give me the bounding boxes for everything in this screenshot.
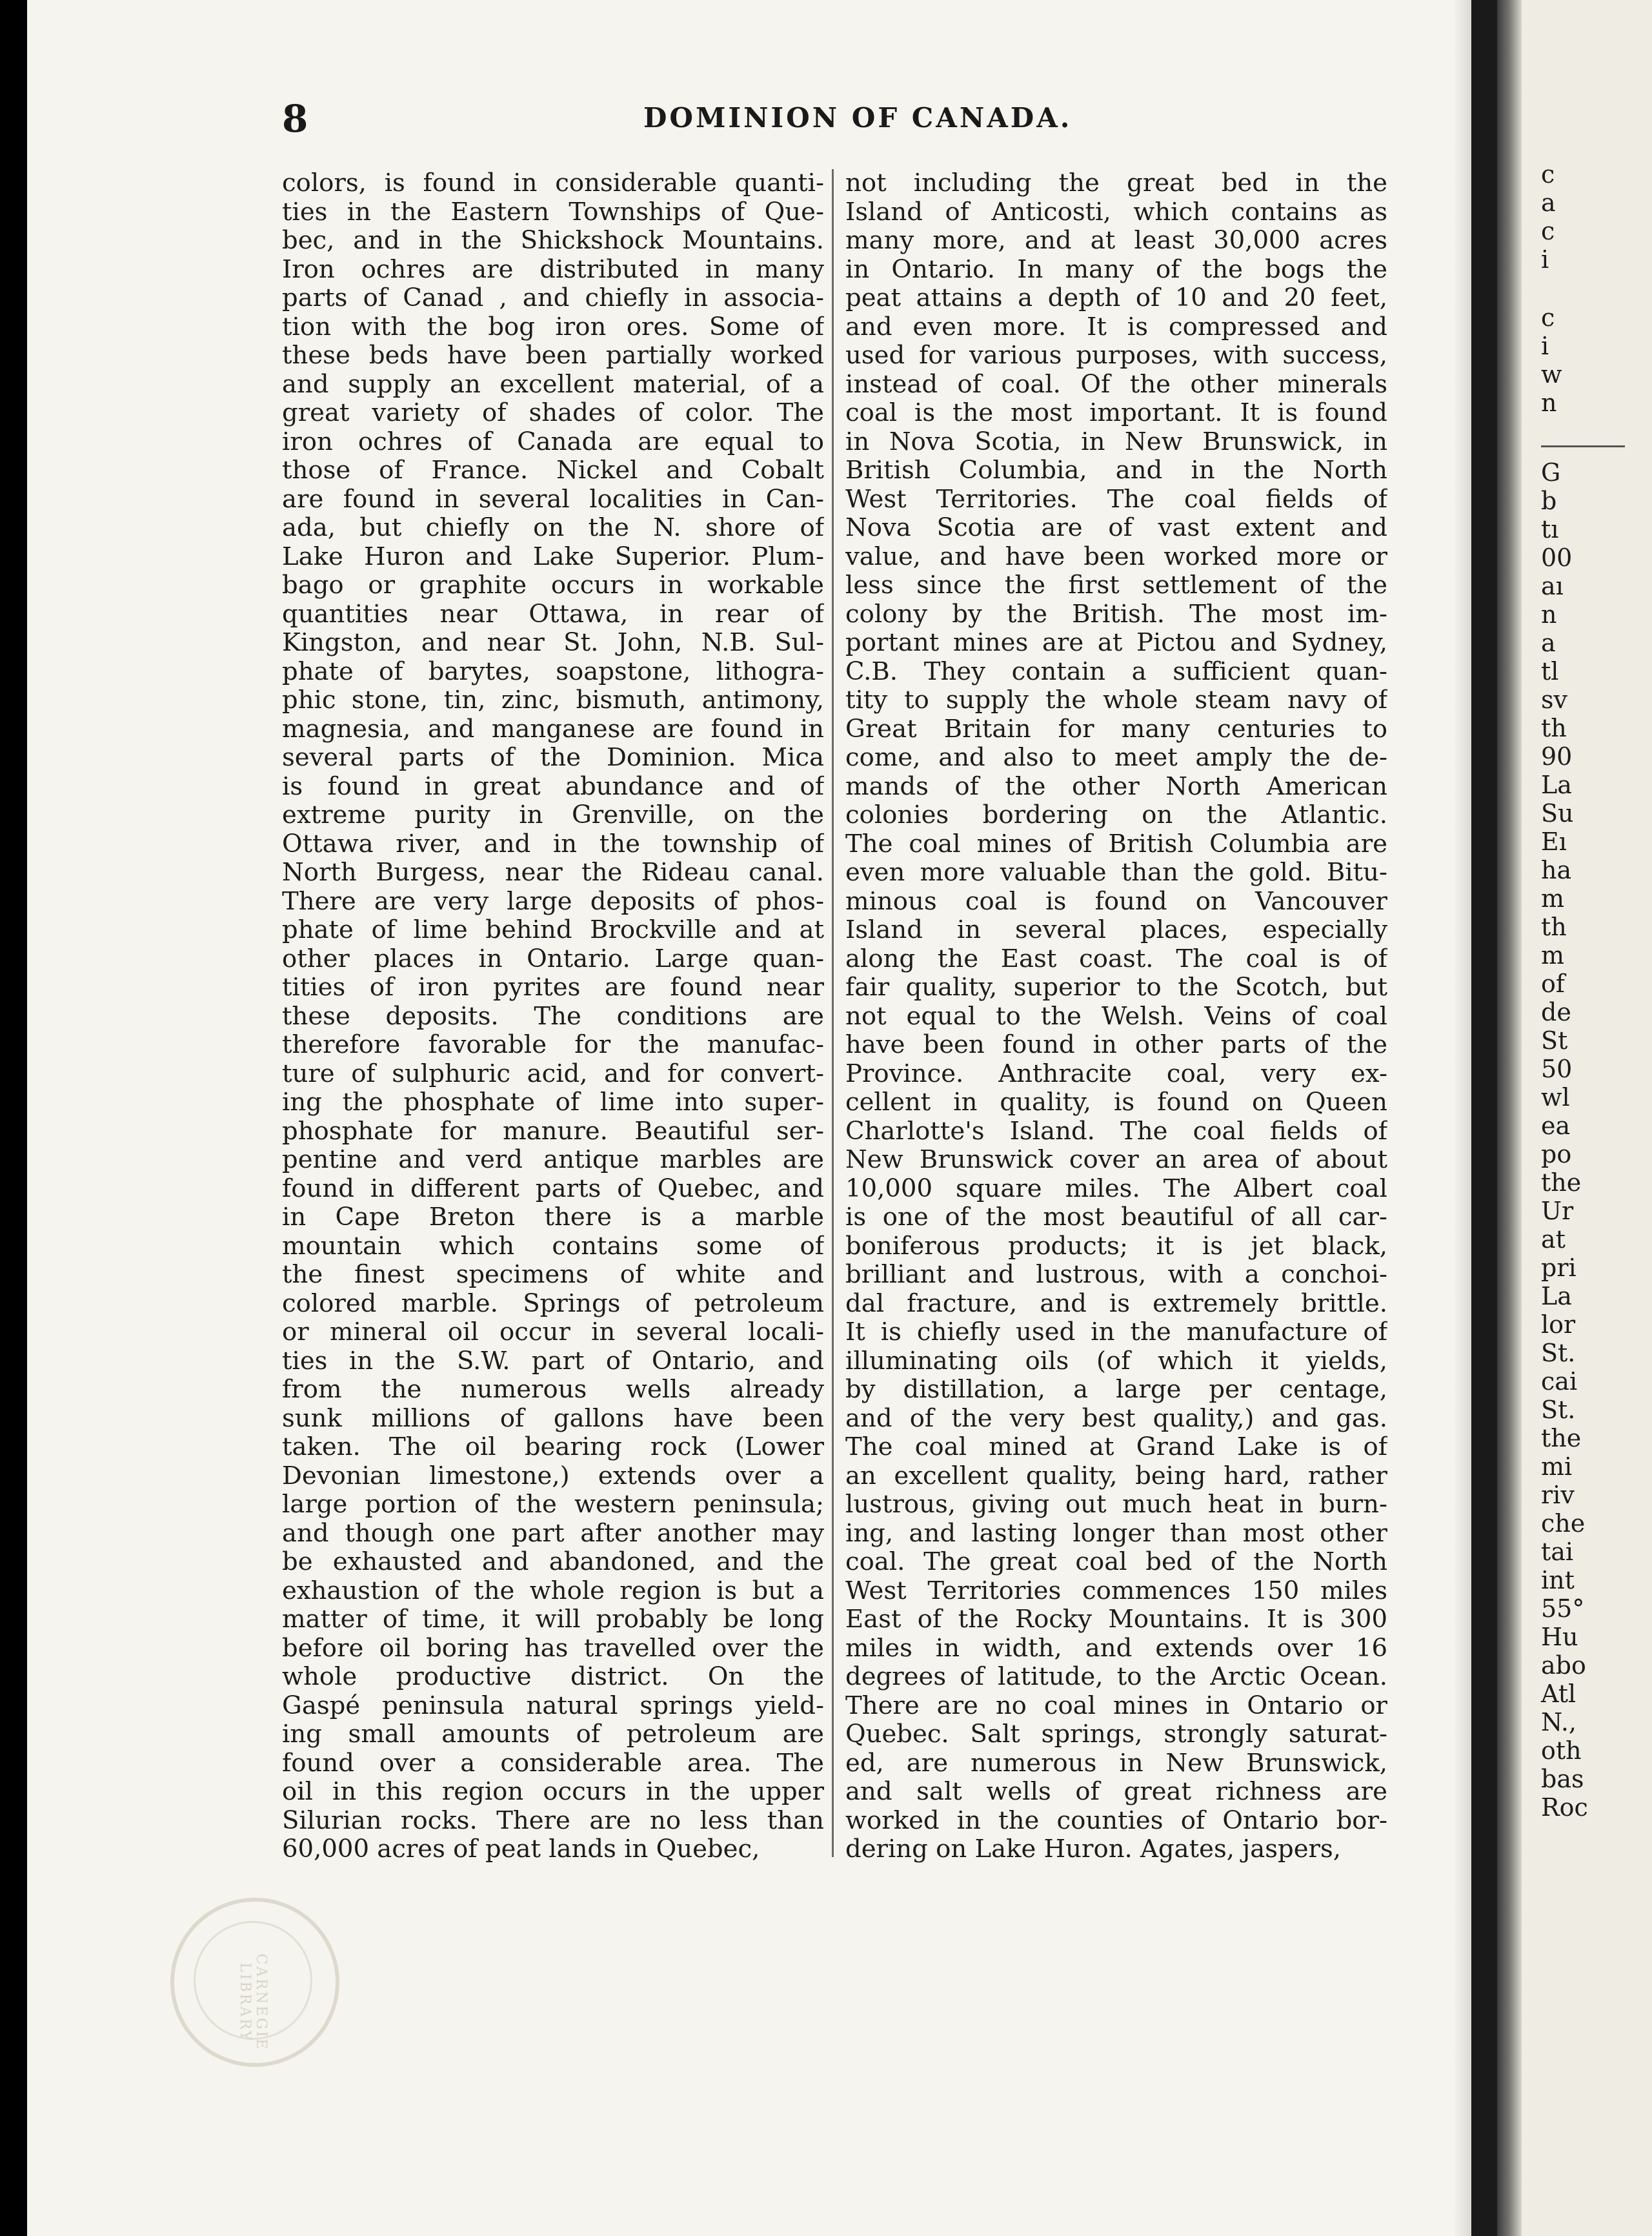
text-line: ties in the Eastern Townships of Que-: [282, 198, 824, 227]
text-line: Ottawa river, and in the township of: [282, 829, 824, 859]
text-line: tity to supply the whole steam navy of: [845, 686, 1387, 715]
text-line: phate of barytes, soapstone, lithogra-: [282, 657, 824, 686]
text-line: East of the Rocky Mountains. It is 300: [845, 1605, 1387, 1634]
text-line: or mineral oil occur in several locali-: [282, 1318, 824, 1347]
running-head: [282, 97, 1495, 148]
text-line: an excellent quality, being hard, rather: [845, 1461, 1387, 1490]
text-line: colors, is found in considerable quanti-: [282, 169, 824, 198]
text-line: Iron ochres are distributed in many: [282, 255, 824, 284]
text-line: North Burgess, near the Rideau canal.: [282, 859, 824, 887]
adjacent-page-text-fragment: pri: [1541, 1254, 1576, 1282]
text-line: C.B. They contain a sufficient quan-: [845, 657, 1387, 686]
adjacent-page-text-fragment: int: [1541, 1566, 1575, 1594]
adjacent-page-text-fragment: a: [1541, 188, 1556, 217]
text-line: from the numerous wells already: [282, 1376, 824, 1404]
adjacent-page-text-fragment: lor: [1541, 1310, 1576, 1339]
adjacent-page-text-fragment: Hu: [1541, 1623, 1578, 1651]
text-line: West Territories commences 150 miles: [845, 1576, 1387, 1605]
text-line: degrees of latitude, to the Arctic Ocean.: [845, 1663, 1387, 1691]
adjacent-page-text-fragment: La: [1541, 1282, 1572, 1310]
text-line: oil in this region occurs in the upper: [282, 1778, 824, 1806]
adjacent-page-text-fragment: mi: [1541, 1452, 1573, 1481]
text-line: Great Britain for many centuries to: [845, 715, 1387, 744]
text-line: before oil boring has travelled over the: [282, 1634, 824, 1663]
column-rule: [832, 169, 834, 1857]
adjacent-page-edge: [1471, 0, 1652, 2236]
text-line: not including the great bed in the: [845, 169, 1387, 198]
text-line: and even more. It is compressed and: [845, 312, 1387, 341]
text-line: cellent in quality, is found on Queen: [845, 1088, 1387, 1117]
text-line: and of the very best quality,) and gas.: [845, 1404, 1387, 1433]
text-line: Devonian limestone,) extends over a: [282, 1461, 824, 1490]
adjacent-page-text-fragment: Roc: [1541, 1793, 1588, 1822]
text-line: magnesia, and manganese are found in: [282, 715, 824, 744]
adjacent-page-text-fragment: St.: [1541, 1396, 1576, 1424]
text-line: are found in several localities in Can-: [282, 485, 824, 514]
text-line: Kingston, and near St. John, N.B. Sul-: [282, 629, 824, 657]
text-line: ties in the S.W. part of Ontario, and: [282, 1347, 824, 1376]
text-line: Island in several places, especially: [845, 916, 1387, 944]
text-line: iron ochres of Canada are equal to: [282, 427, 824, 456]
text-line: is one of the most beautiful of all car-: [845, 1203, 1387, 1232]
adjacent-page-text-fragment: St: [1541, 1026, 1568, 1055]
text-line: value, and have been worked more or: [845, 542, 1387, 571]
page-number: 8: [282, 97, 308, 141]
text-line: Quebec. Salt springs, strongly saturat-: [845, 1720, 1387, 1749]
adjacent-page-text-fragment: bas: [1541, 1765, 1584, 1793]
text-line: sunk millions of gallons have been: [282, 1404, 824, 1433]
adjacent-page-text-fragment: tai: [1541, 1538, 1574, 1566]
text-line: Gaspé peninsula natural springs yield-: [282, 1691, 824, 1720]
text-line: dering on Lake Huron. Agates, jaspers,: [845, 1835, 1342, 1864]
text-line: large portion of the western peninsula;: [282, 1490, 824, 1519]
text-line: ed, are numerous in New Brunswick,: [845, 1749, 1387, 1778]
text-column-left: [282, 169, 824, 1867]
text-line: lustrous, giving out much heat in burn-: [845, 1490, 1387, 1519]
adjacent-page-text-fragment: oth: [1541, 1736, 1582, 1765]
text-line: therefore favorable for the manufac-: [282, 1031, 824, 1059]
adjacent-page-text-fragment: i: [1541, 245, 1549, 274]
text-line: bec, and in the Shickshock Mountains.: [282, 227, 824, 255]
text-line: used for various purposes, with success,: [845, 341, 1387, 370]
text-line: matter of time, it will probably be long: [282, 1605, 824, 1634]
text-line: colony by the British. The most im-: [845, 600, 1387, 629]
text-line: these beds have been partially worked: [282, 341, 824, 370]
text-column-right: [845, 169, 1387, 1867]
text-line: less since the first settlement of the: [845, 571, 1387, 600]
text-line: and supply an excellent material, of a: [282, 370, 824, 399]
text-line: ture of sulphuric acid, and for convert-: [282, 1059, 824, 1088]
adjacent-page-text-fragment: 90: [1541, 742, 1573, 771]
text-line: Lake Huron and Lake Superior. Plum-: [282, 542, 824, 571]
text-line: It is chiefly used in the manufacture of: [845, 1318, 1387, 1347]
text-line: Nova Scotia are of vast extent and: [845, 514, 1387, 542]
text-line: pentine and verd antique marbles are: [282, 1146, 824, 1174]
text-line: other places in Ontario. Large quan-: [282, 944, 824, 973]
text-line: by distillation, a large per centage,: [845, 1376, 1387, 1404]
page: [27, 0, 1471, 2236]
adjacent-page-text-fragment: G: [1541, 458, 1561, 487]
text-line: the finest specimens of white and: [282, 1261, 824, 1289]
running-title: DOMINION OF CANADA.: [643, 102, 1073, 134]
text-line: come, and also to meet amply the de-: [845, 744, 1387, 772]
adjacent-page-fold: [1497, 0, 1522, 2236]
adjacent-page-text-fragment: th: [1541, 913, 1567, 941]
text-line: ing the phosphate of lime into super-: [282, 1088, 824, 1117]
text-line: ing small amounts of petroleum are: [282, 1720, 824, 1749]
text-line: British Columbia, and in the North: [845, 456, 1387, 485]
text-line: is found in great abundance and of: [282, 772, 824, 801]
text-line: not equal to the Welsh. Veins of coal: [845, 1002, 1387, 1031]
text-line: bago or graphite occurs in workable: [282, 571, 824, 600]
adjacent-page-text-fragment: cai: [1541, 1367, 1578, 1396]
text-line: even more valuable than the gold. Bitu-: [845, 859, 1387, 887]
adjacent-page-text-fragment: sv: [1541, 686, 1567, 714]
adjacent-page-text-fragment: tı: [1541, 515, 1559, 544]
text-line: colored marble. Springs of petroleum: [282, 1289, 824, 1318]
text-line: colonies bordering on the Atlantic.: [845, 801, 1387, 829]
text-line: quantities near Ottawa, in rear of: [282, 600, 824, 629]
text-line: 60,000 acres of peat lands in Quebec,: [282, 1835, 760, 1864]
text-line: mands of the other North American: [845, 772, 1387, 801]
adjacent-page-text-fragment: N.,: [1541, 1708, 1576, 1736]
adjacent-page-text-fragment: Atl: [1541, 1680, 1576, 1708]
adjacent-page-text-fragment: de: [1541, 998, 1571, 1026]
adjacent-page-text-fragment: at: [1541, 1225, 1566, 1254]
adjacent-page-rule: [1541, 445, 1625, 447]
text-line: in Cape Breton there is a marble: [282, 1203, 824, 1232]
text-line: parts of Canad , and chiefly in associa-: [282, 284, 824, 312]
text-line: and salt wells of great richness are: [845, 1778, 1387, 1806]
text-line: peat attains a depth of 10 and 20 feet,: [845, 284, 1387, 312]
text-line: 10,000 square miles. The Albert coal: [845, 1174, 1387, 1203]
adjacent-page-text-fragment: Su: [1541, 799, 1574, 828]
adjacent-page-text-fragment: 00: [1541, 544, 1573, 572]
stamp-inner-ring: [194, 1921, 312, 2051]
text-line: The coal mines of British Columbia are: [845, 829, 1387, 859]
adjacent-page-text-fragment: ha: [1541, 856, 1572, 884]
text-line: minous coal is found on Vancouver: [845, 887, 1387, 916]
adjacent-page-text-fragment: riv: [1541, 1481, 1575, 1509]
adjacent-page-text-fragment: n: [1541, 389, 1557, 417]
adjacent-page-text-fragment: n: [1541, 600, 1557, 629]
adjacent-page-text-fragment: w: [1541, 360, 1562, 389]
adjacent-page-text-fragment: La: [1541, 771, 1572, 799]
adjacent-page-text-fragment: the: [1541, 1424, 1582, 1452]
adjacent-page-text-fragment: b: [1541, 487, 1557, 515]
adjacent-page-text-fragment: c: [1541, 217, 1555, 245]
text-line: tities of iron pyrites are found near: [282, 973, 824, 1002]
adjacent-page-text-fragment: the: [1541, 1168, 1582, 1197]
adjacent-page-text-fragment: c: [1541, 160, 1555, 188]
text-line: The coal mined at Grand Lake is of: [845, 1433, 1387, 1461]
adjacent-page-text-fragment: 55°: [1541, 1594, 1585, 1623]
text-line: Province. Anthracite coal, very ex-: [845, 1059, 1387, 1088]
text-line: phosphate for manure. Beautiful ser-: [282, 1117, 824, 1146]
text-line: There are very large deposits of phos-: [282, 887, 824, 916]
stamp-text: CARNEGIE LIBRARY: [237, 1953, 269, 2051]
text-line: boniferous products; it is jet black,: [845, 1232, 1387, 1261]
text-line: taken. The oil bearing rock (Lower: [282, 1433, 824, 1461]
text-line: in Ontario. In many of the bogs the: [845, 255, 1387, 284]
text-line: and though one part after another may: [282, 1519, 824, 1548]
adjacent-page-text-fragment: ea: [1541, 1112, 1571, 1140]
adjacent-page-text-fragment: aı: [1541, 572, 1564, 600]
text-line: ing, and lasting longer than most other: [845, 1519, 1387, 1548]
text-line: in Nova Scotia, in New Brunswick, in: [845, 427, 1387, 456]
text-line: have been found in other parts of the: [845, 1031, 1387, 1059]
adjacent-page-text-fragment: wl: [1541, 1083, 1570, 1112]
adjacent-page-text-fragment: of: [1541, 970, 1565, 998]
adjacent-page-text-fragment: St.: [1541, 1339, 1576, 1367]
adjacent-page-text-fragment: tl: [1541, 657, 1559, 686]
adjacent-page-text-fragment: i: [1541, 332, 1549, 360]
text-line: phate of lime behind Brockville and at: [282, 916, 824, 944]
text-line: these deposits. The conditions are: [282, 1002, 824, 1031]
text-line: illuminating oils (of which it yields,: [845, 1347, 1387, 1376]
text-line: phic stone, tin, zinc, bismuth, antimony,: [282, 686, 824, 715]
text-line: dal fracture, and is extremely brittle.: [845, 1289, 1387, 1318]
text-line: extreme purity in Grenville, on the: [282, 801, 824, 829]
text-line: great variety of shades of color. The: [282, 399, 824, 427]
text-line: West Territories. The coal fields of: [845, 485, 1387, 514]
text-line: tion with the bog iron ores. Some of: [282, 312, 824, 341]
text-line: mountain which contains some of: [282, 1232, 824, 1261]
adjacent-page-text-fragment: Ur: [1541, 1197, 1574, 1225]
text-line: Charlotte's Island. The coal fields of: [845, 1117, 1387, 1146]
text-line: Island of Anticosti, which contains as: [845, 198, 1387, 227]
text-line: instead of coal. Of the other minerals: [845, 370, 1387, 399]
text-line: ada, but chiefly on the N. shore of: [282, 514, 824, 542]
text-line: found in different parts of Quebec, and: [282, 1174, 824, 1203]
text-line: those of France. Nickel and Cobalt: [282, 456, 824, 485]
text-line: many more, and at least 30,000 acres: [845, 227, 1387, 255]
adjacent-page-text-fragment: th: [1541, 714, 1567, 742]
text-line: worked in the counties of Ontario bor-: [845, 1806, 1387, 1835]
adjacent-page-text-fragment: che: [1541, 1509, 1586, 1538]
adjacent-page-text-fragment: m: [1541, 884, 1565, 913]
text-line: New Brunswick cover an area of about: [845, 1146, 1387, 1174]
text-line: brilliant and lustrous, with a conchoi-: [845, 1261, 1387, 1289]
adjacent-page-text-fragment: 50: [1541, 1055, 1573, 1083]
text-line: exhaustion of the whole region is but a: [282, 1576, 824, 1605]
adjacent-page-text-fragment: a: [1541, 629, 1556, 657]
adjacent-page-text-fragment: abo: [1541, 1651, 1586, 1680]
text-line: found over a considerable area. The: [282, 1749, 824, 1778]
text-line: several parts of the Dominion. Mica: [282, 744, 824, 772]
text-line: fair quality, superior to the Scotch, but: [845, 973, 1387, 1002]
text-line: portant mines are at Pictou and Sydney,: [845, 629, 1387, 657]
text-line: coal. The great coal bed of the North: [845, 1548, 1387, 1576]
text-line: miles in width, and extends over 16: [845, 1634, 1387, 1663]
text-line: be exhausted and abandoned, and the: [282, 1548, 824, 1576]
adjacent-page-text-fragment: m: [1541, 941, 1565, 970]
adjacent-page-text-fragment: c: [1541, 303, 1555, 332]
adjacent-page-text-fragment: po: [1541, 1140, 1572, 1168]
text-line: whole productive district. On the: [282, 1663, 824, 1691]
text-line: There are no coal mines in Ontario or: [845, 1691, 1387, 1720]
adjacent-page-text-fragment: Eı: [1541, 828, 1567, 856]
text-line: coal is the most important. It is found: [845, 399, 1387, 427]
library-stamp-icon: [170, 1898, 339, 2067]
text-line: along the East coast. The coal is of: [845, 944, 1387, 973]
text-line: Silurian rocks. There are no less than: [282, 1806, 824, 1835]
